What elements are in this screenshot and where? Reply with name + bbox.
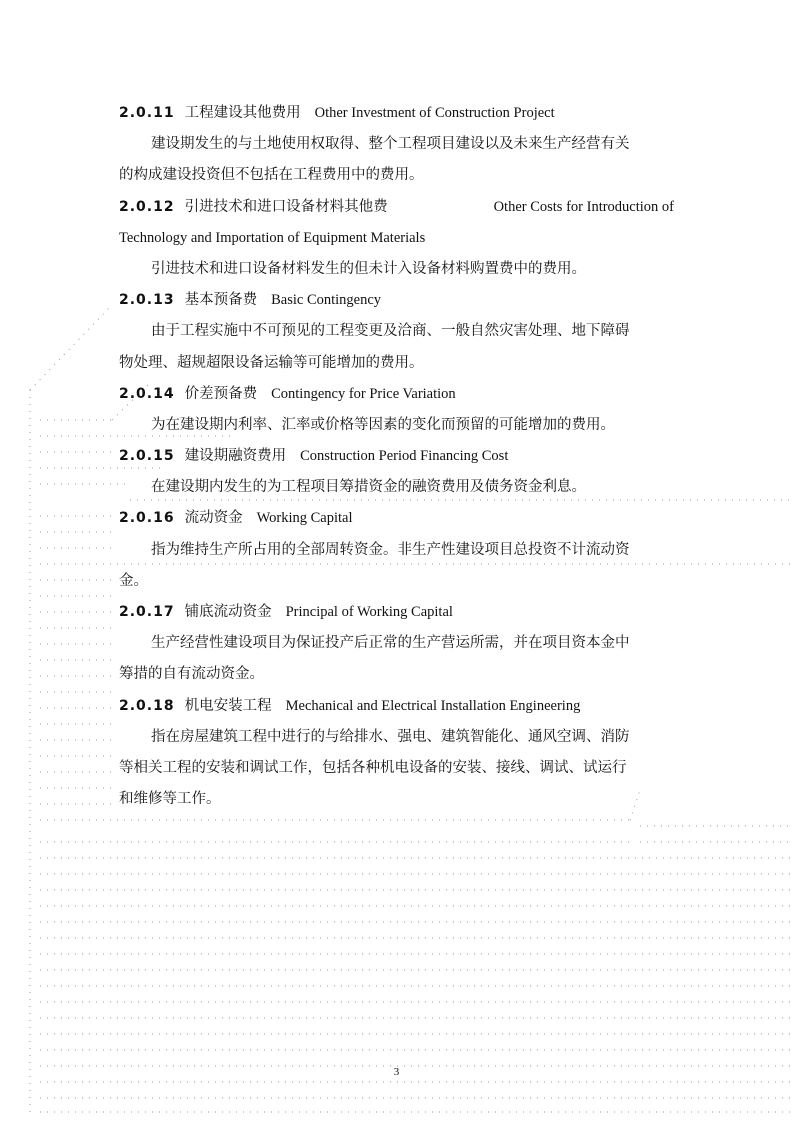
term-heading bbox=[119, 379, 674, 410]
term-description-line: 指在房屋建筑工程中进行的与给排水、强电、建筑智能化、通风空调、消防 bbox=[151, 728, 630, 745]
terms-section bbox=[119, 98, 674, 815]
term-heading bbox=[119, 691, 674, 722]
term-english: Construction Period Financing Cost bbox=[300, 448, 509, 465]
term-number: 2.0.14 bbox=[119, 385, 175, 402]
term-description-line: 的构成建设投资但不包括在工程费用中的费用。 bbox=[119, 167, 424, 184]
term-number: 2.0.13 bbox=[119, 292, 175, 309]
term-heading bbox=[119, 285, 674, 316]
term-english: Other Costs for Introduction of bbox=[493, 198, 674, 215]
term-chinese: 建设期融资费用 bbox=[184, 448, 287, 465]
term-description-line: 为在建设期内利率、汇率或价格等因素的变化而预留的可能增加的费用。 bbox=[151, 416, 615, 433]
term-number: 2.0.16 bbox=[119, 510, 175, 527]
term-english: Working Capital bbox=[256, 510, 353, 527]
term-english: Principal of Working Capital bbox=[285, 604, 453, 620]
term-description-line: 金。 bbox=[119, 572, 148, 589]
term-heading bbox=[119, 192, 674, 223]
term-chinese: 引进技术和进口设备材料其他费 bbox=[184, 198, 388, 215]
term-description-line: 物处理、超规超限设备运输等可能增加的费用。 bbox=[119, 354, 424, 371]
term-description-line: 指为维持生产所占用的全部周转资金。非生产性建设项目总投资不计流动资 bbox=[151, 541, 630, 558]
term-description-line: 由于工程实施中不可预见的工程变更及洽商、一般自然灾害处理、地下障碍 bbox=[151, 323, 630, 340]
term-heading bbox=[119, 98, 674, 129]
term-english: Contingency for Price Variation bbox=[271, 385, 456, 402]
term-chinese: 机电安装工程 bbox=[184, 697, 272, 714]
term-number: 2.0.18 bbox=[119, 697, 175, 714]
term-chinese: 工程建设其他费用 bbox=[184, 105, 301, 121]
term-number: 2.0.12 bbox=[119, 198, 175, 215]
term-english: Mechanical and Electrical Installation Engineering bbox=[285, 697, 581, 714]
term-description-line: 和维修等工作。 bbox=[119, 791, 221, 808]
term-chinese: 流动资金 bbox=[184, 510, 243, 527]
term-description-line: 在建设期内发生的为工程项目筹措资金的融资费用及债务资金利息。 bbox=[151, 479, 586, 496]
term-heading bbox=[119, 503, 674, 534]
term-description-line: 等相关工程的安装和调试工作，包括各种机电设备的安装、接线、调试、试运行 bbox=[119, 759, 627, 776]
term-chinese: 基本预备费 bbox=[184, 292, 258, 309]
page-number: 3 bbox=[393, 1066, 400, 1078]
term-number: 2.0.11 bbox=[119, 105, 175, 121]
term-description-line: 建设期发生的与土地使用权取得、整个工程项目建设以及未来生产经营有关 bbox=[151, 136, 630, 153]
term-heading bbox=[119, 597, 674, 628]
term-heading-continued bbox=[119, 223, 674, 254]
term-english-continued: Technology and Importation of Equipment Materials bbox=[119, 229, 426, 246]
term-description-line: 生产经营性建设项目为保证投产后正常的生产营运所需，并在项目资本金中 bbox=[151, 635, 630, 652]
term-chinese: 价差预备费 bbox=[184, 385, 258, 402]
term-description-line: 筹措的自有流动资金。 bbox=[119, 666, 264, 683]
term-chinese: 铺底流动资金 bbox=[184, 604, 272, 620]
term-description-line: 引进技术和进口设备材料发生的但未计入设备材料购置费中的费用。 bbox=[151, 260, 586, 277]
term-number: 2.0.17 bbox=[119, 604, 175, 620]
term-heading bbox=[119, 441, 674, 472]
term-english: Basic Contingency bbox=[271, 292, 382, 309]
term-number: 2.0.15 bbox=[119, 448, 175, 465]
term-english: Other Investment of Construction Project bbox=[314, 105, 555, 121]
